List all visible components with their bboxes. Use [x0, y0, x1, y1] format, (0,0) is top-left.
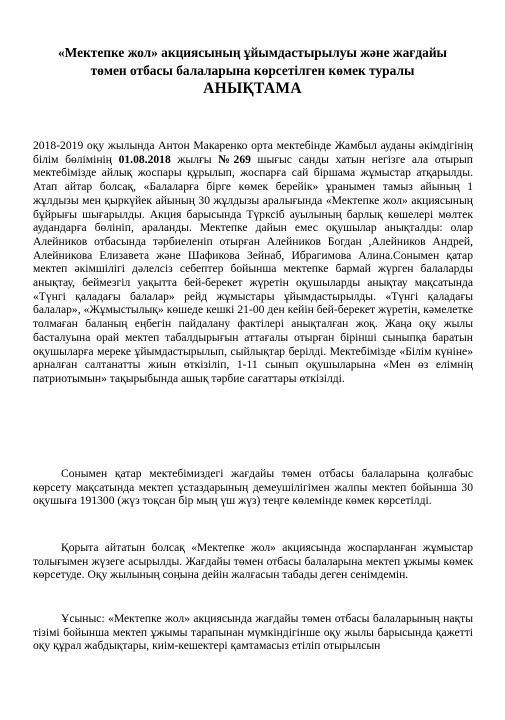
title-line-2: төмен отбасы балаларына көрсетілген көмек туралы: [90, 63, 415, 78]
title-line-1: «Мектепке жол» акциясының ұйымдастырылуы және жағдайы: [57, 45, 448, 60]
paragraph-4: Ұсыныс: «Мектепке жол» акциясында жағдайы төмен отбасы балаларының нақты тізімі бойынша мектеп ұжымы тарапынан мүмкіндігінше оқу жылы барысында қажетті оқу құрал жабдықтары, киім-кешектері қамтамасыз етіліп отырылсын: [33, 612, 473, 653]
paragraph-1: [33, 139, 473, 386]
paragraph-1-intro: 2018-2019 оқу жылында Антон Макаренко орта мектебінде Жамбыл ауданы әкімдігінің білім бөлімінің: [33, 139, 473, 166]
paragraph-1-rest: шығыс санды хатын негізге ала отырып мектебімізде айлық жоспары құрылып, жоспарға сай біршама жұмыстар атқарылды. Атап айтар болсақ, «Балаларға бірге көмек берейік» ұранымен тамыз айының 1 жұлдызы мен қыркүйек айының 30 жұлдызы аралығында «Мектепке жол» акциясының бұйрығы шығарылды. Акция барысында Түрксіб ауылының барлық көшелері мөлтек аудандарға бөлініп, араланды. Мектепке дайын емес оқушылар анықталды: олар Алейников отбасында тәрбиеленіп отырған Алейников Богдан ,Алейников Андрей, Алейникова Елизавета және Шафикова Зейнаб, Ибрагимова Алина.Сонымен қатар мектеп әкімшілігі дәлелсіз себептер бойынша мектепке бармай жүрген балаларды анықтау, беймезгіл уақытта бей-берекет жүретін оқушыларды анықтау мақсатында «Түнгі қаладағы балалар» рейд жұмыстары ұйымдастырылды. «Түнгі қаладағы балалар», «Жұмыстылық» көшеде кешкі 21-00 ден кейін бей-берекет жүретін, кәмелетке толмаған баланың еңбегін пайдалану фактілері анықталған жоқ. Жаңа оқу жылы басталуына орай мектеп табалдырығын аттағалы отырған бірінші сыныпқа баратын оқушыларға мереке ұйымдастырылып, сыйлықтар берілді. Мектебімізде «Білім күніне» арналған салтанатты жиын өткізіліп, 1-11 сынып оқушыларына «Мен өз елімнің патриотымын» тақырыбында ашық тәрбие сағаттары өткізілді.: [33, 152, 474, 385]
paragraph-3: Қорыта айтатын болсақ «Мектепке жол» акциясында жоспарланған жұмыстар толығымен жүзеге асырылды. Жағдайы төмен отбасы балаларына мектеп ұжымы көмек көрсетуде. Оқу жылының соңына дейін жалғасын табады деген сенімдемін.: [33, 541, 473, 582]
paragraph-2: Сонымен қатар мектебімиздегі жағдайы төмен отбасы балаларына қолғабыс көрсету мақсатында мектеп ұстаздарының демеушілігімен жалпы мектеп бойынша 30 оқушыға 191300 (жүз тоқсан бір мың үш жүз) теңге көлемінде көмек көрсетілді.: [33, 467, 473, 508]
title-heading: АНЫҚТАМА: [203, 80, 302, 97]
paragraph-1-number: №269: [218, 152, 251, 166]
paragraph-1-date: 01.08.2018: [118, 152, 171, 166]
paragraph-1-year-word: жылғы: [177, 152, 212, 166]
document-title: [40, 44, 465, 98]
